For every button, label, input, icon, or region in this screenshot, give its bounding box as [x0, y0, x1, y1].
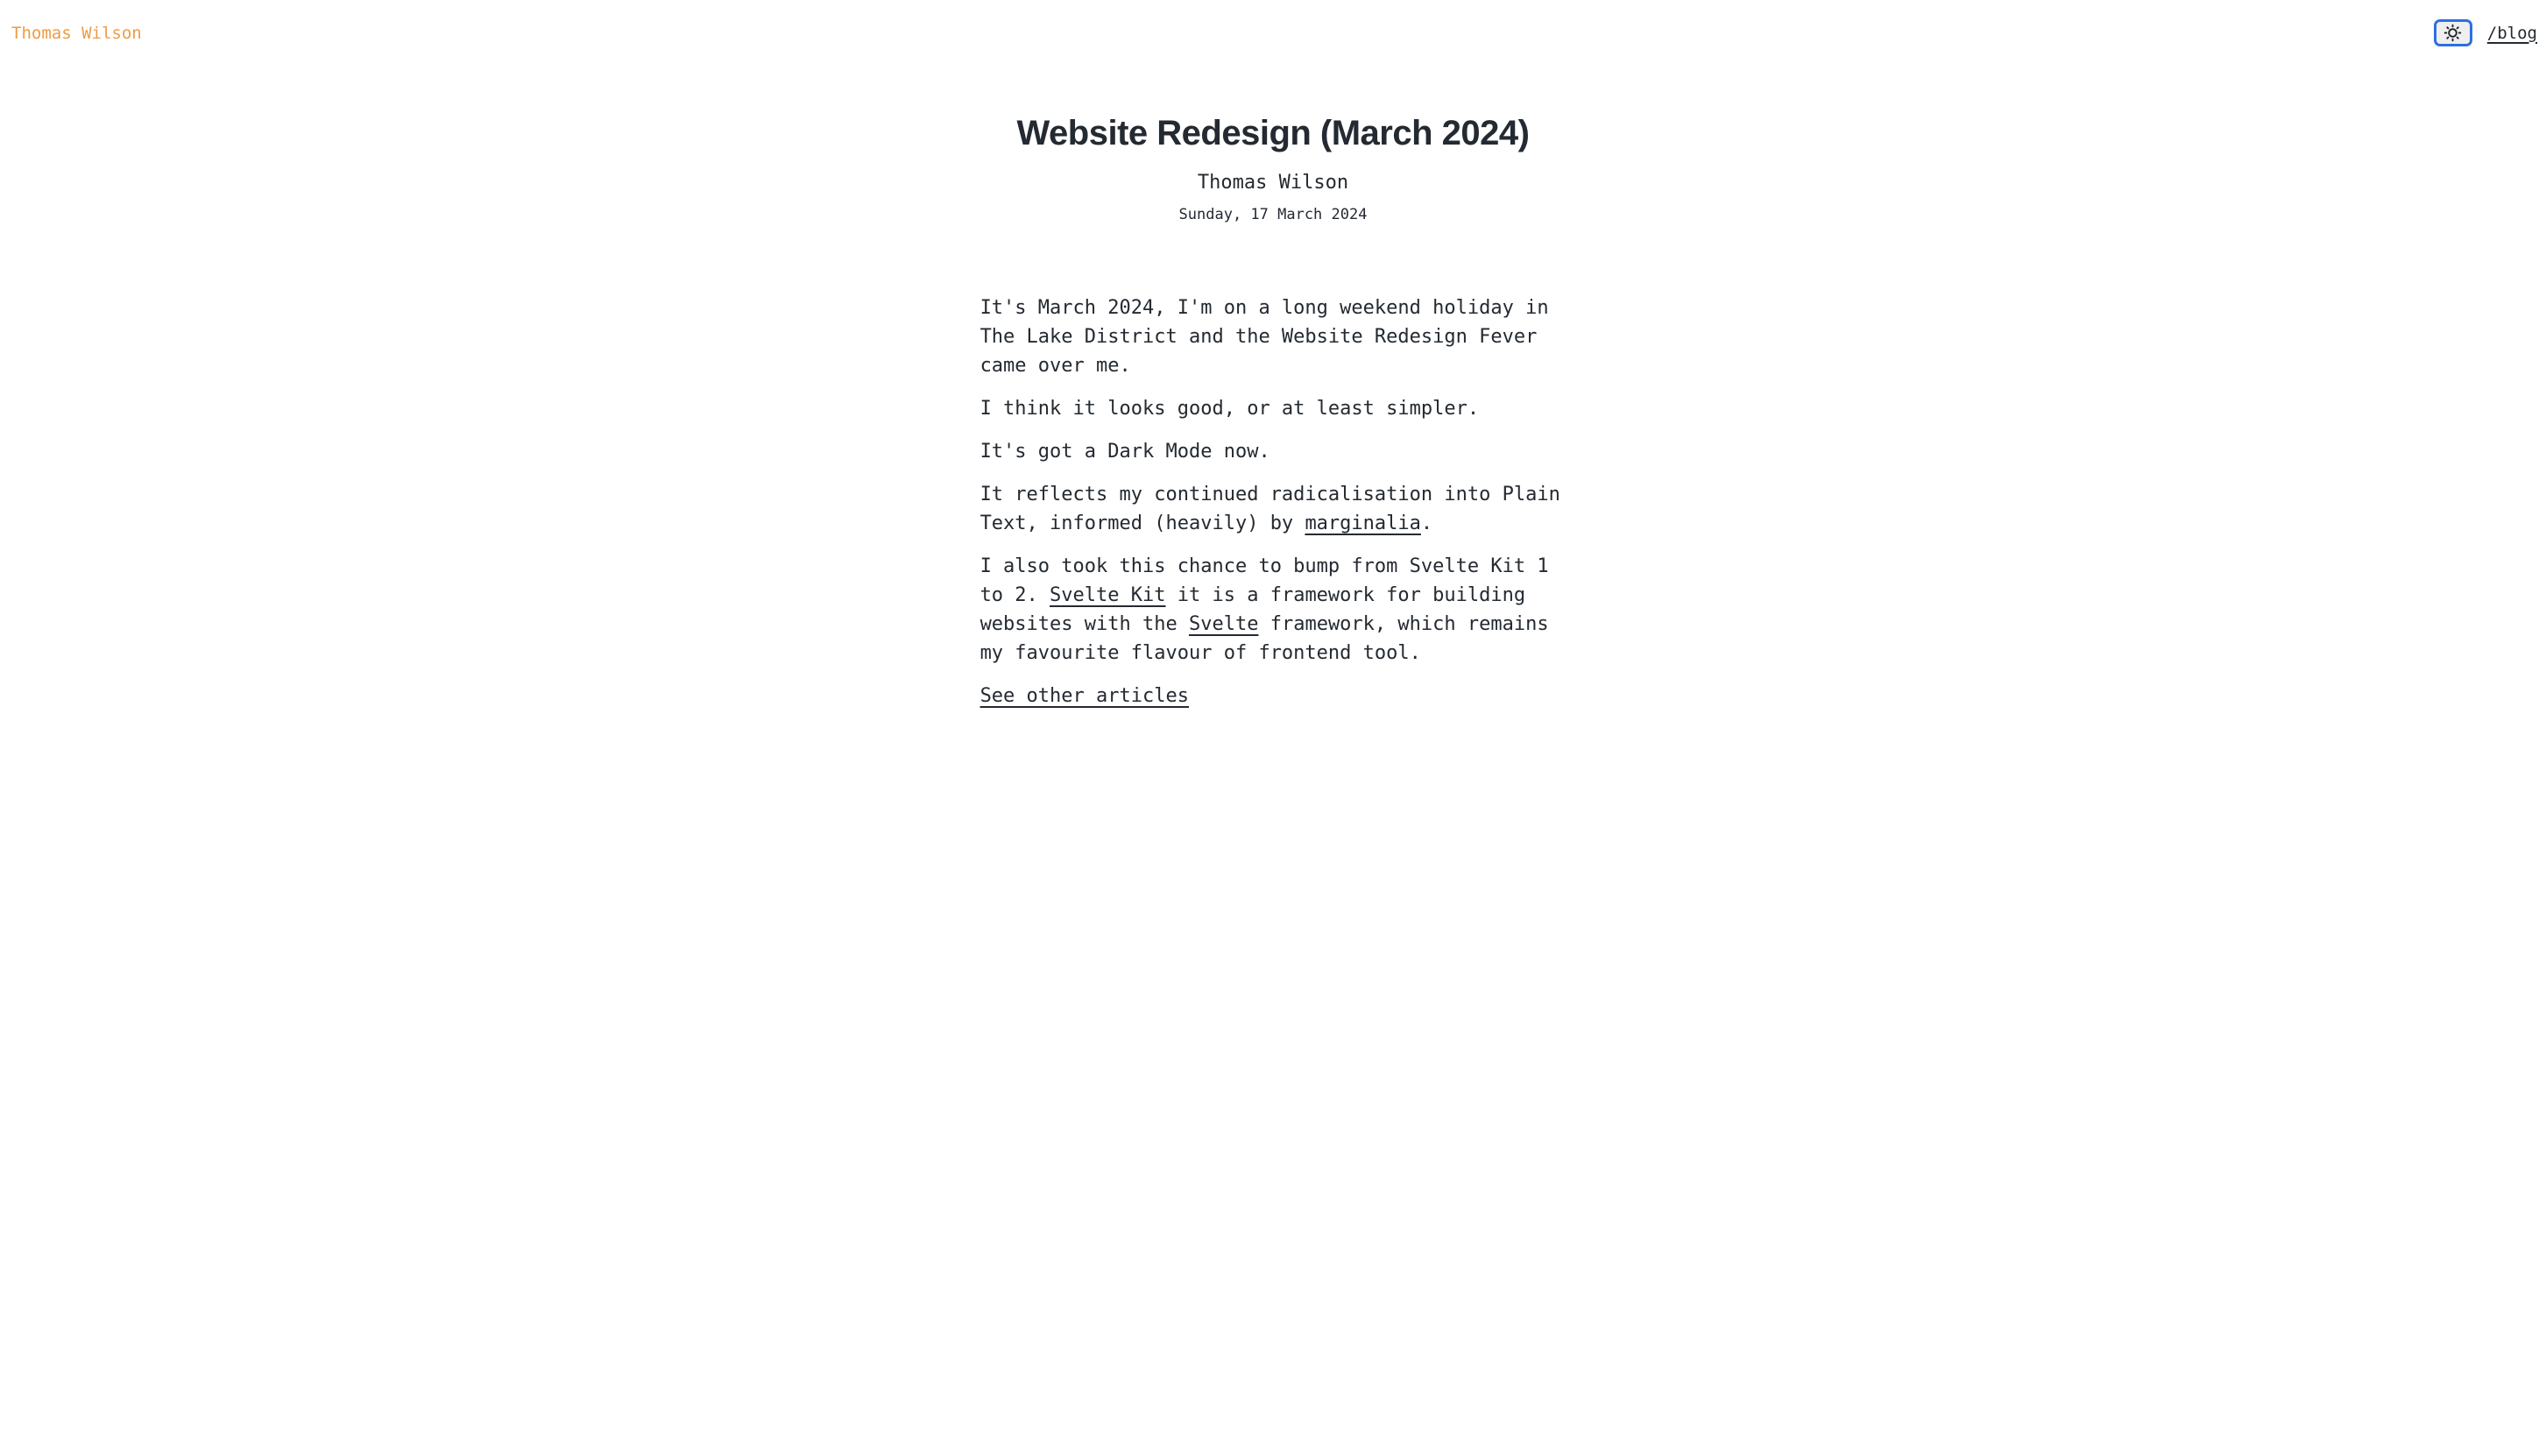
paragraph-text: It's March 2024, I'm on a long weekend holiday in The Lake District and the Website Redesign Fever came over me.: [980, 296, 1549, 377]
paragraph-text: it is a framework for building websites with the: [980, 583, 1526, 635]
paragraph: [980, 480, 1566, 538]
paragraph: [980, 293, 1566, 380]
inline-link[interactable]: marginalia: [1305, 512, 1421, 534]
sun-icon: [2443, 24, 2462, 42]
inline-link[interactable]: Svelte Kit: [1050, 583, 1166, 606]
paragraph-text: It's got a Dark Mode now.: [980, 440, 1270, 463]
article: [975, 112, 1571, 710]
page-title: Website Redesign (March 2024): [1016, 114, 1530, 152]
footer-link-row: [980, 682, 1566, 710]
article-body: [980, 293, 1566, 668]
paragraph-text: .: [1420, 512, 1433, 534]
theme-toggle-button[interactable]: [2434, 19, 2472, 46]
header-actions: [2434, 19, 2537, 46]
inline-link[interactable]: Svelte: [1188, 612, 1259, 635]
article-author: Thomas Wilson: [1197, 172, 1349, 194]
paragraph-text: I think it looks good, or at least simpler.: [980, 397, 1480, 420]
paragraph: [980, 394, 1566, 423]
paragraph: [980, 552, 1566, 668]
see-other-articles-link[interactable]: See other articles: [980, 684, 1189, 707]
paragraph: [980, 437, 1566, 466]
article-date: Sunday, 17 March 2024: [1178, 206, 1368, 223]
site-name-link[interactable]: Thomas Wilson: [11, 23, 142, 43]
paragraph-text: framework, which remains my favourite flavour of frontend tool.: [980, 612, 1549, 664]
paragraph-text: I also took this chance to bump from Svelte Kit 1 to 2.: [980, 555, 1549, 606]
blog-nav-link[interactable]: /blog: [2486, 23, 2537, 43]
paragraph-text: It reflects my continued radicalisation into Plain Text, informed (heavily) by: [980, 483, 1560, 534]
site-header: [0, 0, 2546, 46]
